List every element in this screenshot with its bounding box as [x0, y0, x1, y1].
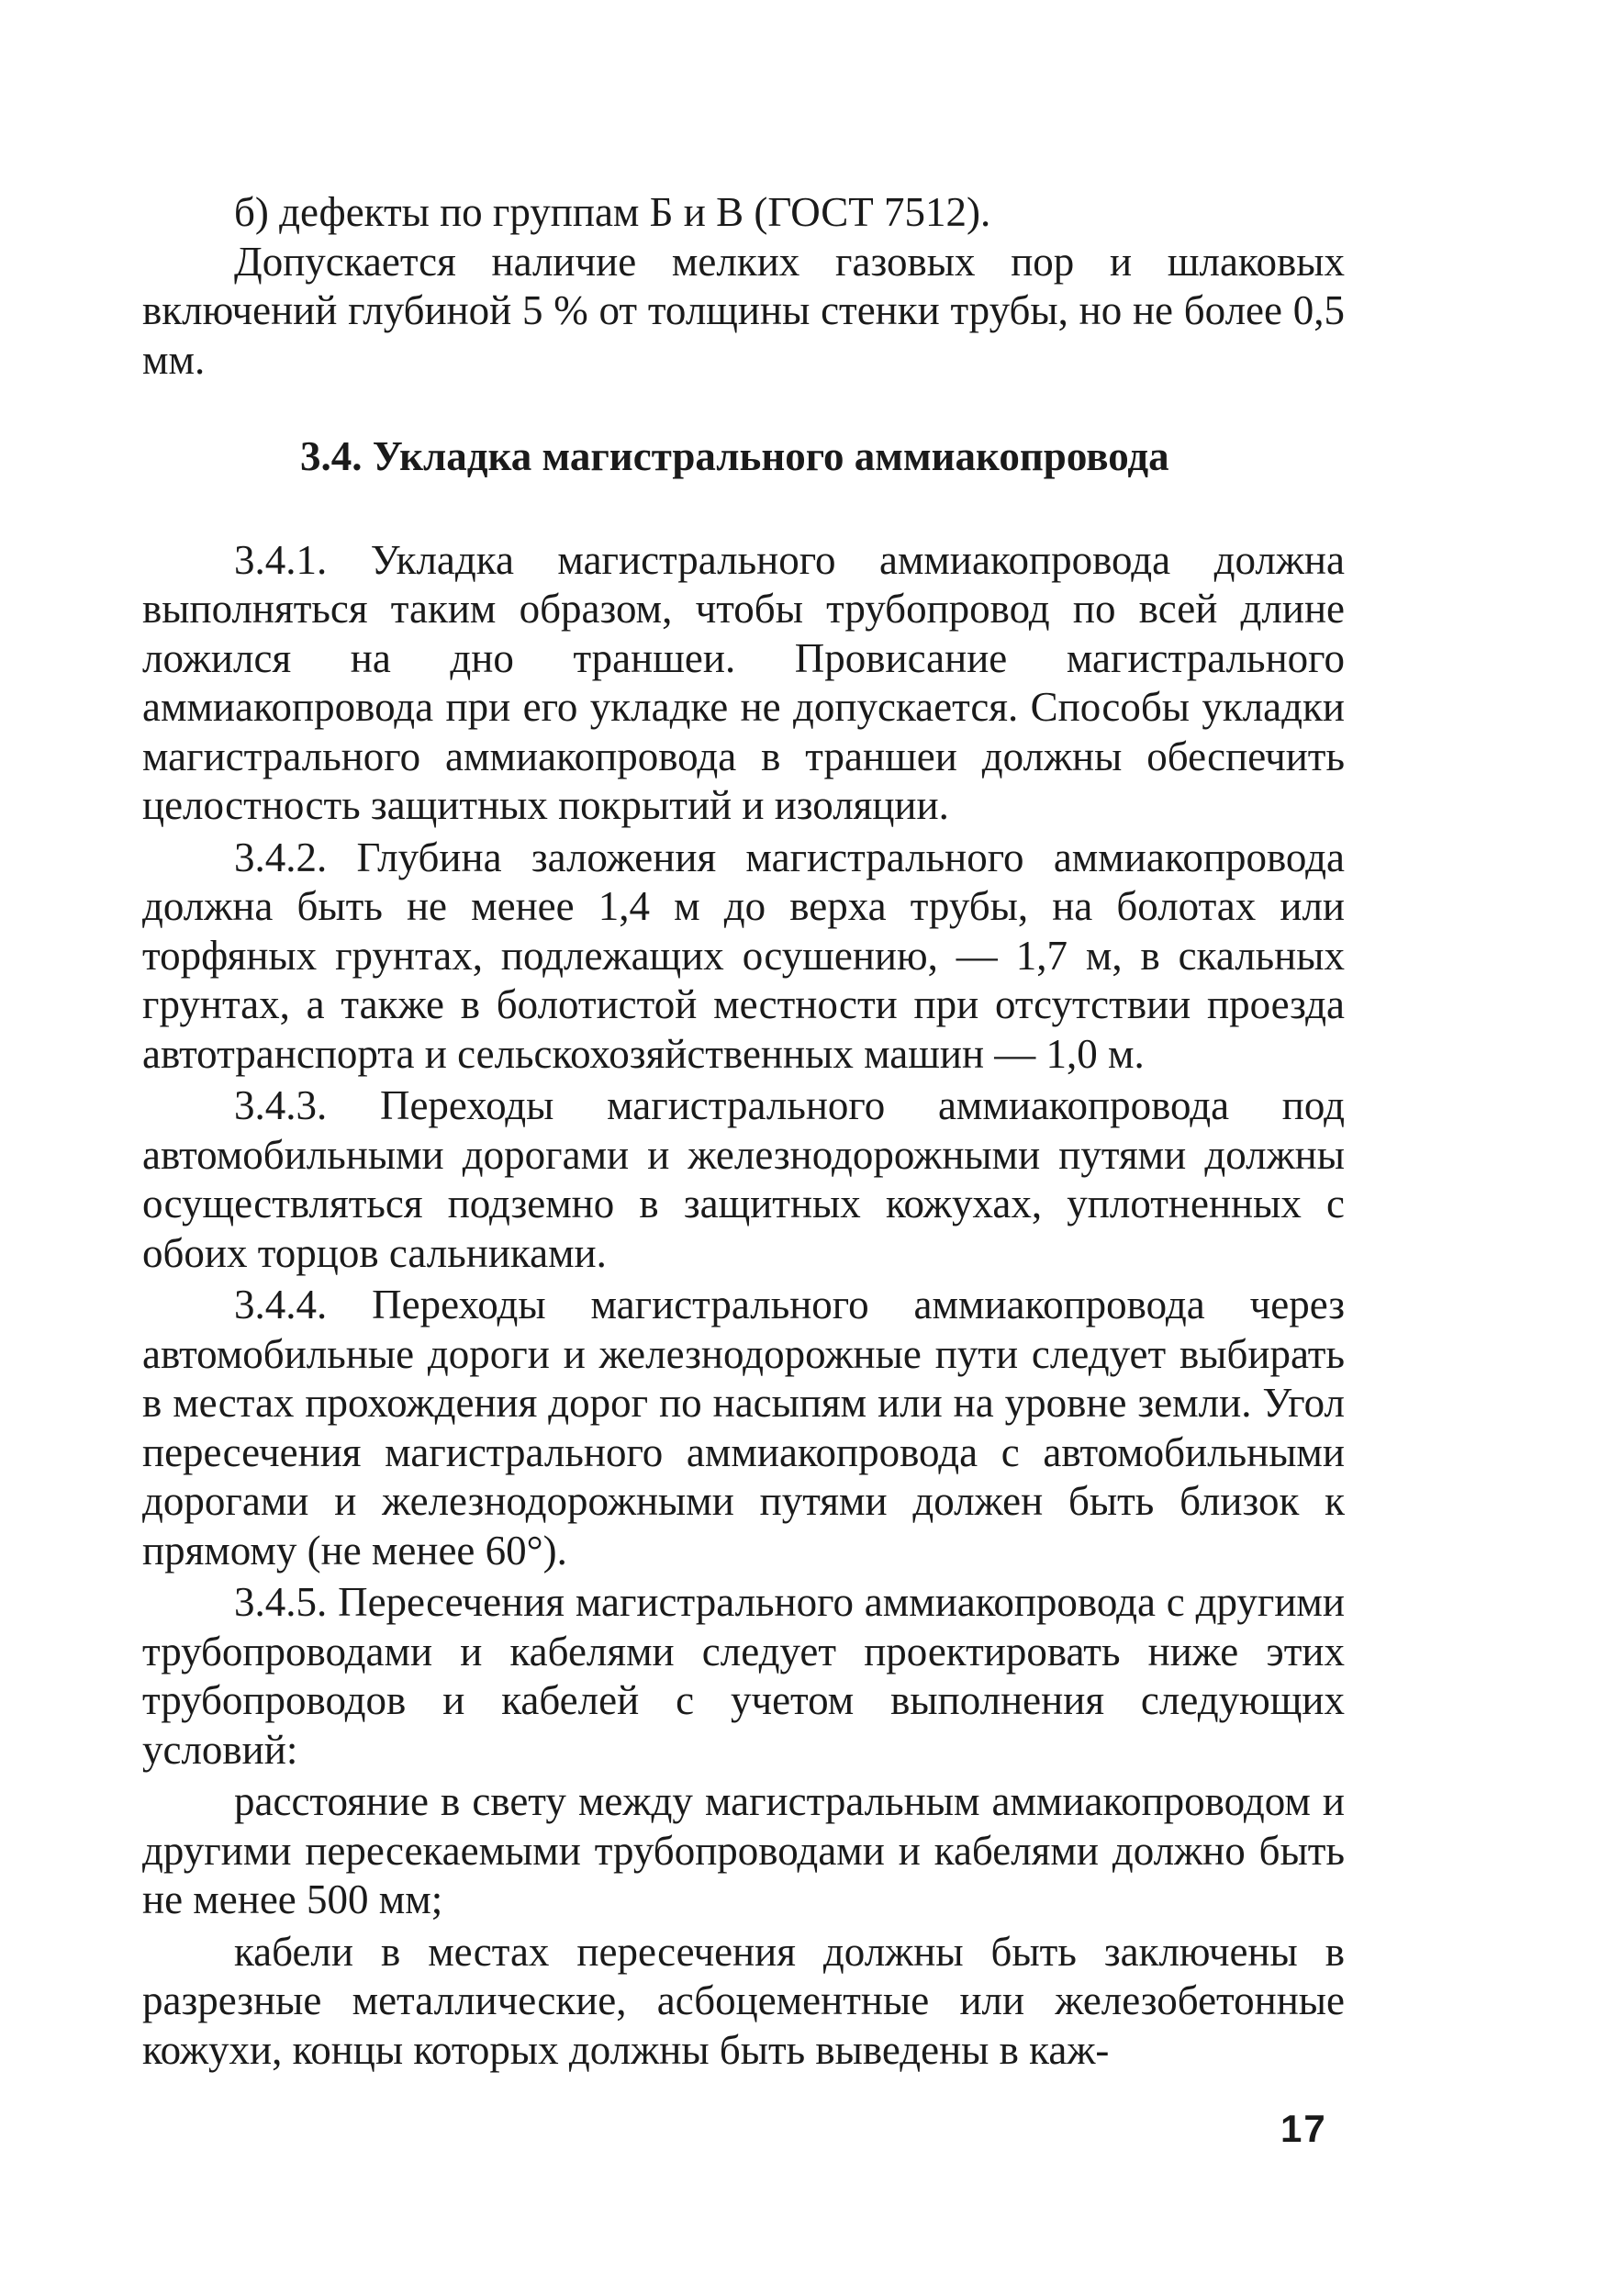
page-number: 17: [1280, 2107, 1327, 2150]
paragraph-tolerance: Допускается наличие мелких газовых пор и шлаковых включений глубиной 5 % от толщины стенки трубы, но не более 0,5 мм.: [142, 238, 1345, 383]
paragraph-3-4-4: 3.4.4. Переходы магистрального аммиакопровода через автомобильные дороги и железнодорожные пути следует выбирать в местах прохождения дорог по насыпям или на уровне земли. Угол пересечения магистрального аммиакопровода с автомобильными дорогами и железнодорожными путями должен быть близок к прямому (не менее 60°).: [142, 1282, 1345, 1574]
paragraph-3-4-3: 3.4.3. Переходы магистрального аммиакопровода под автомобильными дорогами и железнодорожными путями должны осуществляться подземно в защитных кожухах, уплотненных с обоих торцов сальниками.: [142, 1082, 1345, 1276]
section-heading: 3.4. Укладка магистрального аммиакопровода: [300, 433, 1169, 479]
paragraph-3-4-2: 3.4.2. Глубина заложения магистрального аммиакопровода должна быть не менее 1,4 м до верха трубы, на болотах или торфяных грунтах, подлежащих осушению, — 1,7 м, в скальных грунтах, а также в болотистой местности при отсутствии проезда автотранспорта и сельскохозяйственных машин — 1,0 м.: [142, 834, 1345, 1077]
condition-cables: кабели в местах пересечения должны быть заключены в разрезные металлические, асбоцементные или железобетонные кожухи, концы которых должны быть выведены в каж-: [142, 1928, 1345, 2073]
document-page: [142, 188, 1345, 2075]
list-item-b: б) дефекты по группам Б и В (ГОСТ 7512).: [234, 189, 991, 235]
paragraph-3-4-1: 3.4.1. Укладка магистрального аммиакопровода должна выполняться таким образом, чтобы трубопровод по всей длине ложился на дно траншеи. Провисание магистрального аммиакопровода при его укладке не допускается. Способы укладки магистрального аммиакопровода в траншеи должны обеспечить целостность защитных покрытий и изоляции.: [142, 536, 1345, 828]
paragraph-3-4-5: 3.4.5. Пересечения магистрального аммиакопровода с другими трубопроводами и кабелями следует проектировать ниже этих трубопроводов и кабелей с учетом выполнения следующих условий:: [142, 1579, 1345, 1773]
condition-distance: расстояние в свету между магистральным аммиакопроводом и другими пересекаемыми трубопроводами и кабелями должно быть не менее 500 мм;: [142, 1778, 1345, 1922]
